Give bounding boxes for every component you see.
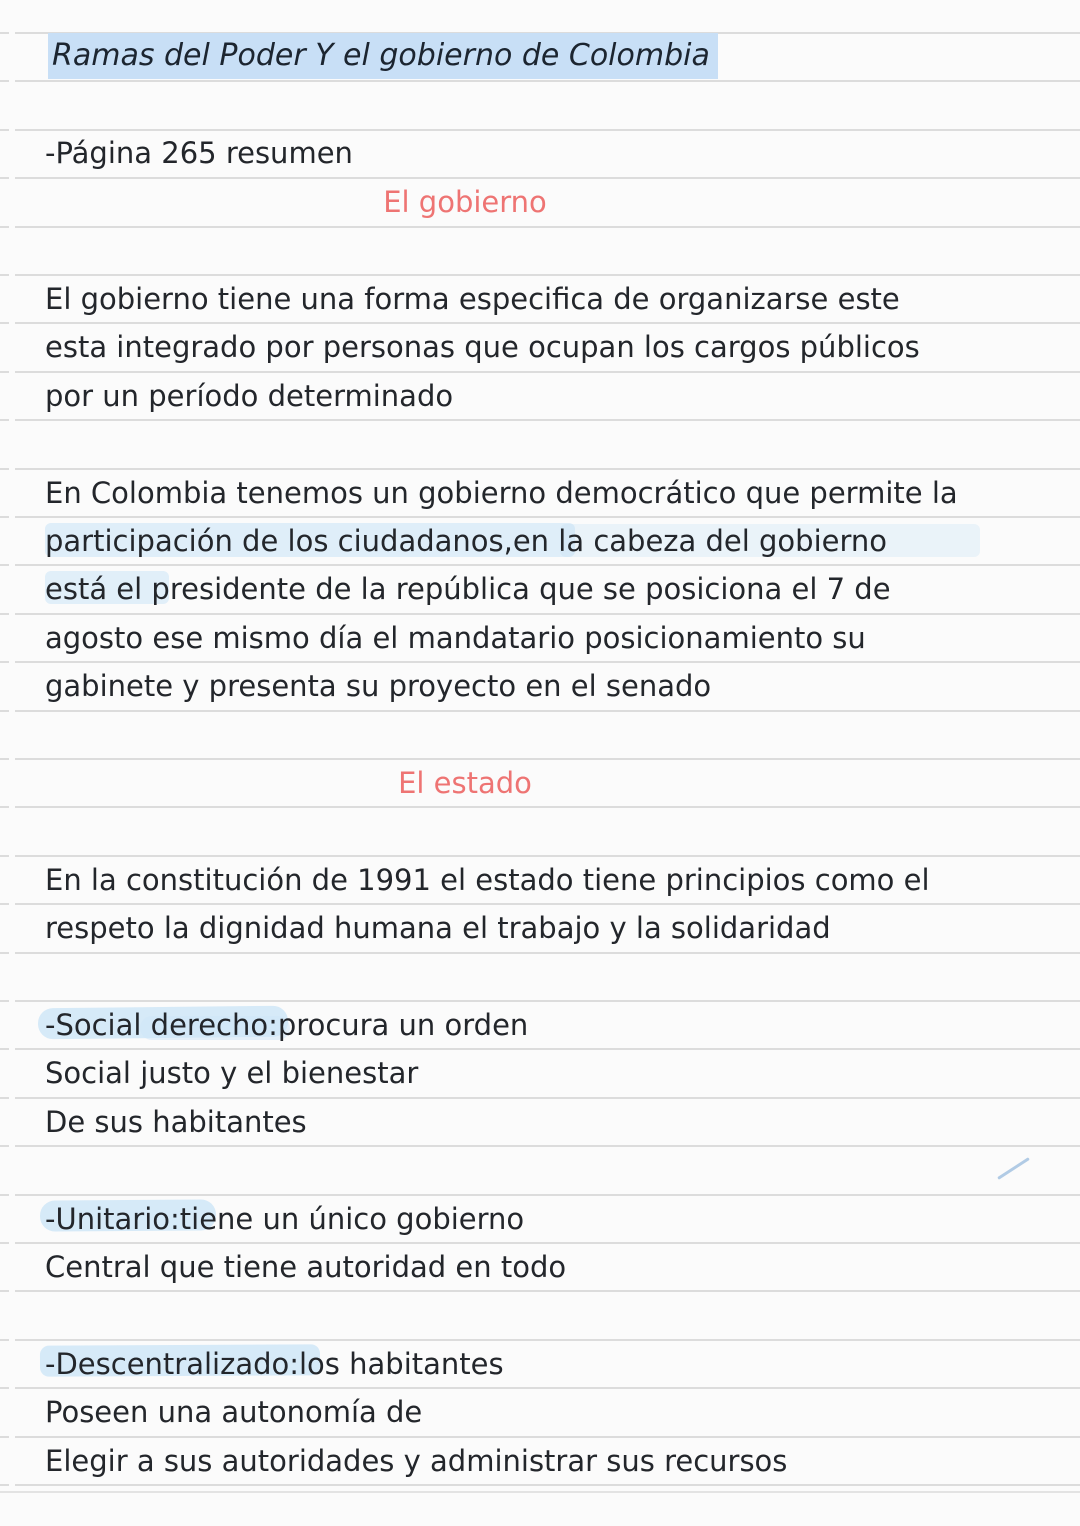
note-line-social: -Social derecho:procura un orden bbox=[45, 1008, 529, 1042]
ruled-line-notch bbox=[9, 514, 15, 520]
ruled-line bbox=[0, 226, 1080, 228]
ruled-line-notch bbox=[9, 611, 15, 617]
ruled-line-notch bbox=[9, 1095, 15, 1101]
ruled-line-notch bbox=[9, 466, 15, 472]
note-line: Elegir a sus autoridades y administrar sus recursos bbox=[45, 1444, 788, 1478]
ruled-line-notch bbox=[9, 1143, 15, 1149]
ruled-line-double bbox=[0, 1491, 1080, 1493]
ruled-line-notch bbox=[9, 30, 15, 36]
note-line: En la constitución de 1991 el estado tiene principios como el bbox=[45, 863, 930, 897]
ruled-line-notch bbox=[9, 1046, 15, 1052]
ruled-line-notch bbox=[9, 1337, 15, 1343]
ruled-line-notch bbox=[9, 562, 15, 568]
section-heading-gobierno: El gobierno bbox=[383, 185, 547, 219]
ruled-line-notch bbox=[9, 1385, 15, 1391]
note-line: gabinete y presenta su proyecto en el senado bbox=[45, 669, 712, 703]
page-title: Ramas del Poder Y el gobierno de Colombia bbox=[52, 38, 710, 73]
ruled-line-notch bbox=[9, 901, 15, 907]
pen-stroke bbox=[997, 1157, 1030, 1180]
ruled-line-notch bbox=[9, 950, 15, 956]
page-reference-line: -Página 265 resumen bbox=[45, 136, 353, 170]
ruled-line-notch bbox=[9, 1482, 15, 1488]
ruled-line-notch bbox=[9, 127, 15, 133]
ruled-line-notch bbox=[9, 1288, 15, 1294]
ruled-line bbox=[0, 80, 1080, 82]
section-heading-estado: El estado bbox=[398, 766, 532, 800]
note-line: participación de los ciudadanos,en la cabeza del gobierno bbox=[45, 524, 888, 558]
ruled-line-notch bbox=[9, 1434, 15, 1440]
ruled-line bbox=[0, 952, 1080, 954]
note-line: Social justo y el bienestar bbox=[45, 1056, 419, 1090]
note-line: El gobierno tiene una forma especifica de organizarse este bbox=[45, 282, 900, 316]
note-line: está el presidente de la república que se posiciona el 7 de bbox=[45, 572, 891, 606]
ruled-line-notch bbox=[9, 369, 15, 375]
ruled-line-notch bbox=[9, 1192, 15, 1198]
note-line: Central que tiene autoridad en todo bbox=[45, 1250, 567, 1284]
note-line: En Colombia tenemos un gobierno democrático que permite la bbox=[45, 476, 958, 510]
ruled-line-notch bbox=[9, 708, 15, 714]
ruled-line-notch bbox=[9, 417, 15, 423]
ruled-line-notch bbox=[9, 320, 15, 326]
ruled-line-notch bbox=[9, 1240, 15, 1246]
note-line: agosto ese mismo día el mandatario posicionamiento su bbox=[45, 621, 866, 655]
ruled-line bbox=[0, 710, 1080, 712]
ruled-line-notch bbox=[9, 998, 15, 1004]
ruled-line-notch bbox=[9, 78, 15, 84]
note-line: esta integrado por personas que ocupan los cargos públicos bbox=[45, 330, 920, 364]
note-line: por un período determinado bbox=[45, 379, 454, 413]
note-line-unitario: -Unitario:tiene un único gobierno bbox=[45, 1202, 525, 1236]
note-line: Poseen una autonomía de bbox=[45, 1395, 423, 1429]
ruled-line-notch bbox=[9, 272, 15, 278]
note-line-descentralizado: -Descentralizado:los habitantes bbox=[45, 1347, 504, 1381]
ruled-line-notch bbox=[9, 659, 15, 665]
note-line: De sus habitantes bbox=[45, 1105, 307, 1139]
ruled-line-notch bbox=[9, 853, 15, 859]
note-line: respeto la dignidad humana el trabajo y la solidaridad bbox=[45, 911, 831, 945]
